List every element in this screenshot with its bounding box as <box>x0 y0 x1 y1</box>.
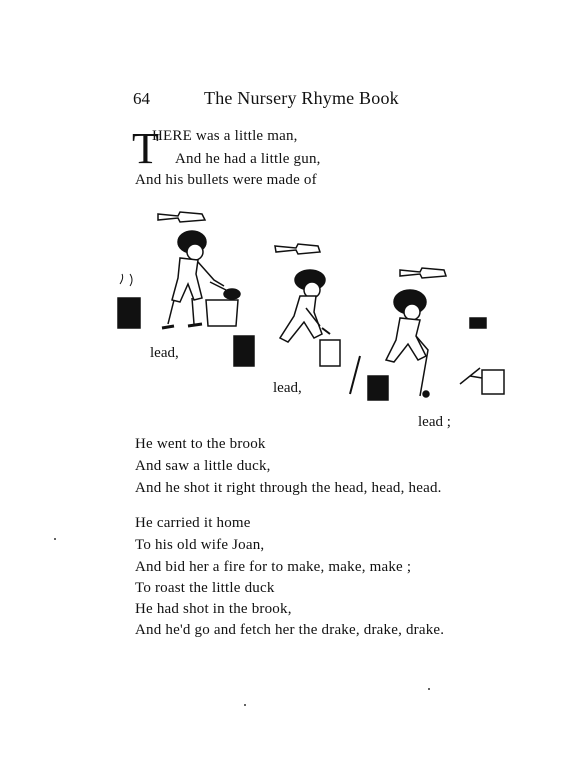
verse1-line-1: HERE was a little man, <box>152 128 298 144</box>
figure-3 <box>350 268 504 400</box>
verse1-line-2: And he had a little gun, <box>175 151 321 167</box>
page-number: 64 <box>133 89 150 108</box>
drop-cap: T <box>132 124 159 173</box>
speck-mark <box>428 688 430 690</box>
verse1-line-3: And his bullets were made of <box>135 172 317 188</box>
verse3-line-1: He carried it home <box>135 515 251 531</box>
speck-mark <box>244 704 246 706</box>
verse3-line-3: And bid her a fire for to make, make, make ; <box>135 559 412 575</box>
verse2-line-1: He went to the brook <box>135 436 266 452</box>
illustration-label-3: lead ; <box>418 414 451 430</box>
verse2-line-2: And saw a little duck, <box>135 458 271 474</box>
figure-2 <box>234 244 340 366</box>
illustration-melting-lead <box>110 200 510 420</box>
verse3-line-6: And he'd go and fetch her the drake, drake, drake. <box>135 622 445 638</box>
illustration-label-2: lead, <box>273 380 302 396</box>
verse3-line-4: To roast the little duck <box>135 580 275 596</box>
illustration-label-1: lead, <box>150 345 179 361</box>
verse3-line-2: To his old wife Joan, <box>135 537 265 553</box>
running-title: The Nursery Rhyme Book <box>204 88 399 108</box>
verse2-line-3: And he shot it right through the head, head, head. <box>135 480 442 496</box>
speck-mark <box>54 538 56 540</box>
verse3-line-5: He had shot in the brook, <box>135 601 292 617</box>
figure-1 <box>118 212 240 328</box>
